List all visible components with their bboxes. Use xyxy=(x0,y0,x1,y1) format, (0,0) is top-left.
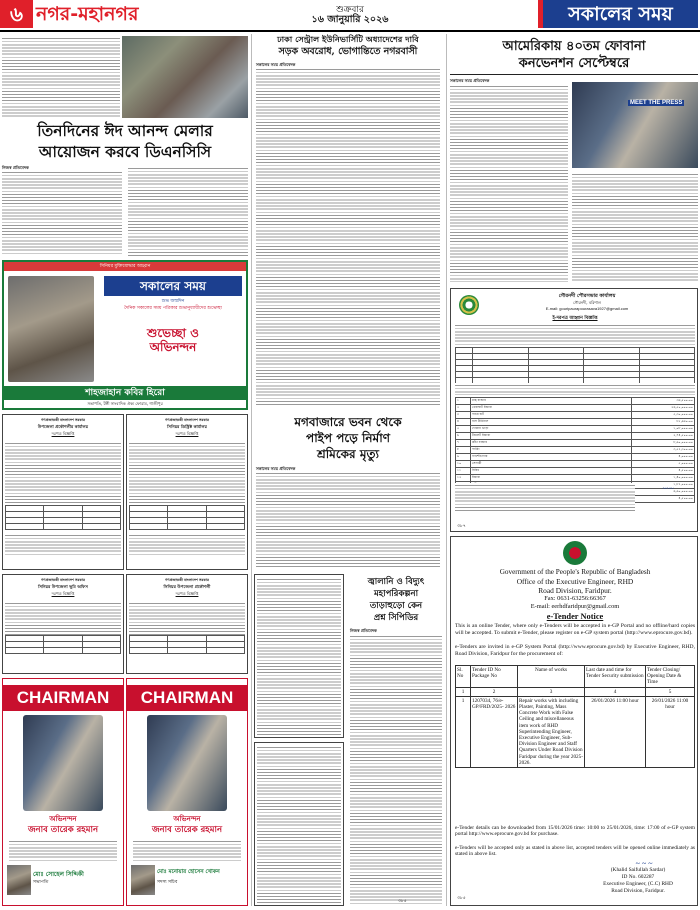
honoree-photo xyxy=(23,715,103,811)
table-cell: 26/01/2026 11:00 hour xyxy=(585,696,646,767)
table-cell: দোকান ভাড়া xyxy=(471,426,632,433)
tender-notice xyxy=(254,742,344,906)
table-cell: ৩,৫২,৩০০.০০ xyxy=(632,447,695,454)
article-text-block xyxy=(256,67,440,407)
page-number-badge: ৬ xyxy=(0,0,33,28)
signer-title: Executive Engineer, (C.C) RHD xyxy=(603,881,673,887)
sender-role: সদস্য সচিব xyxy=(157,880,178,885)
ad-text xyxy=(133,839,241,861)
ad-greeting: অভিনন্দন xyxy=(49,815,77,823)
notice-email: E-mail: eerhdfaridpur@gmail.com xyxy=(530,603,620,610)
notice-org: গণপ্রজাতন্ত্রী বাংলাদেশ সরকার xyxy=(165,578,209,582)
article-text-block xyxy=(450,84,568,282)
notice-table xyxy=(5,635,121,654)
column-divider xyxy=(251,34,252,906)
sender-photo xyxy=(131,865,155,895)
notice-address: Road Division, Faridpur. xyxy=(538,586,612,595)
municipal-tender-notice xyxy=(450,288,698,532)
notice-heading: ই-দরপত্র আহ্বান বিজ্ঞপ্তি xyxy=(552,316,598,321)
chairman-ad xyxy=(126,678,248,906)
headline-line: জ্বালানি ও বিদ্যুৎ xyxy=(367,577,425,587)
table-cell: পশুর হাট xyxy=(471,412,632,419)
press-photo xyxy=(572,82,698,168)
headline-line: প্রশ্ন সিপিডির xyxy=(373,613,419,623)
table-cell: ৫ xyxy=(456,426,471,433)
signature: ~ ~ ~ xyxy=(635,859,653,868)
table-row xyxy=(456,433,695,440)
bangladesh-emblem xyxy=(563,541,587,565)
portrait-photo xyxy=(8,276,94,382)
headline-line: শ্রমিকের মৃত্যু xyxy=(317,447,379,461)
table-cell: ৬ xyxy=(456,433,471,440)
eid-fair-headline xyxy=(2,120,248,162)
table-cell: পার্কিং xyxy=(471,447,632,454)
table-cell: ৩ xyxy=(456,412,471,419)
table-row xyxy=(456,412,695,419)
table-cell: ১১ xyxy=(456,468,471,475)
byline: নিজস্ব প্রতিবেদক xyxy=(350,628,377,633)
table-cell: ৭ xyxy=(456,440,471,447)
notice-office: সিনিয়র ডিস্ট্রিক্ট কার্যালয় xyxy=(167,424,207,429)
ad-top-note: সিনিয়র মুক্তিযোদ্ধার আহ্বান xyxy=(4,262,246,271)
table-header: Tender Closing/ Opening Date & Time xyxy=(646,666,695,688)
ad-name-bar: শাহজাহান কবির হিরো xyxy=(4,386,246,400)
table-cell: ৮,৯০,০০০.০০ xyxy=(632,440,695,447)
notice-code: ৩৮৫ xyxy=(457,896,466,901)
table-cell: বিবিধ xyxy=(471,468,632,475)
table-cell: ইজারা xyxy=(471,475,632,482)
notice-text xyxy=(455,483,635,513)
greeting-line: অভিনন্দন xyxy=(149,340,197,354)
table-cell: 2 xyxy=(471,687,518,696)
ad-designation: সভাপতি, টঙ্গী সাংবাদিক ঐক্য ফোরাম, গাজীপুর xyxy=(87,401,163,406)
signer-office: Road Division, Faridpur. xyxy=(611,888,665,894)
byline: সকালের সময় প্রতিবেদক xyxy=(256,62,296,67)
notice-org: গণপ্রজাতন্ত্রী বাংলাদেশ সরকার xyxy=(41,418,85,422)
table-cell: ৪,০০০.০০ xyxy=(632,454,695,461)
honoree-name: জনাব তারেক রহমান xyxy=(27,825,99,835)
notice-title: e-Tender Notice xyxy=(546,612,604,621)
notice-text xyxy=(5,533,121,557)
table-cell: Repair works with including Plaster, Painting, Mass Concrete Work with False Ceiling and miscellaneous item work of RHD Superintending Engineer, Executive Engineer, Sub-Division Engineer and Staff Quarters Under Road Division Faridpur during the year 2025-2026. xyxy=(519,697,583,766)
table-cell: 5 xyxy=(646,687,695,696)
ad-greeting: অভিনন্দন xyxy=(173,815,201,823)
notice-table xyxy=(5,505,121,530)
article-text-block xyxy=(2,170,122,256)
table-cell: ১,০৮,০০০.০০ xyxy=(632,426,695,433)
press-banner-text: MEET THE PRESS xyxy=(630,100,683,106)
ad-greeting xyxy=(104,326,242,354)
notice-office: সিনিয়র উপজেলা ভূমি অফিস xyxy=(38,584,88,589)
greeting-line: শুভেচ্ছা ও xyxy=(147,326,199,340)
article-text-block xyxy=(350,634,442,906)
sender-role: সভাপতি xyxy=(33,880,49,885)
headline-line: তিনদিনের ঈদ আনন্দ মেলার xyxy=(37,121,213,140)
table-header: Last date and time for Tender Security submission xyxy=(585,666,646,688)
notice-footnote: e-Tender details can be downloaded from 15/01/2026 time: 10:00 to 25/01/2026, time: 17:00 of e-GP system portal http://www.eprocure.gov.bd for purchase. xyxy=(455,825,695,838)
table-cell: বাস টার্মিনাল xyxy=(471,419,632,426)
headline-line: সড়ক অবরোধ, ভোগান্তিতে নগরবাসী xyxy=(278,46,418,57)
article-text-block xyxy=(128,166,248,256)
sender-photo xyxy=(7,865,31,895)
tender-notice xyxy=(126,414,248,570)
table-cell: মাছ বাজার xyxy=(471,398,632,405)
schedule-table xyxy=(455,347,695,384)
notice-org: গণপ্রজাতন্ত্রী বাংলাদেশ সরকার xyxy=(165,418,209,422)
table-cell: ১,৮২,০০০.০০ xyxy=(632,482,695,489)
headline-line: মহাপরিকল্পনা xyxy=(373,589,419,599)
table-row xyxy=(456,419,695,426)
byline: নিজস্ব প্রতিবেদক xyxy=(2,165,29,170)
table-row xyxy=(456,398,695,405)
table-row xyxy=(456,454,695,461)
honoree-photo xyxy=(147,715,227,811)
byline: সকালের সময় প্রতিবেদক xyxy=(256,466,296,471)
mogbazar-headline xyxy=(254,414,442,462)
signer-id: ID No. 602287 xyxy=(621,874,655,880)
headline-line: মগবাজারে ভবন থেকে xyxy=(294,415,402,429)
notice-text xyxy=(455,323,695,345)
notice-office: উপজেলা প্রকৌশলীর কার্যালয় xyxy=(37,424,89,429)
notice-office: গৌরনদী পৌরসভার কার্যালয় xyxy=(558,293,616,299)
notice-fax: Fax: 0631-63256:66367 xyxy=(544,595,606,602)
notice-text xyxy=(5,441,121,505)
table-cell: ৮৫,৯৬০.০০ xyxy=(632,419,695,426)
ad-tagline: শুভ জন্মদিন xyxy=(161,299,185,304)
table-row xyxy=(456,468,695,475)
table-cell: কাঁচা বাজার xyxy=(471,440,632,447)
headline-line: আয়োজন করবে ডিএনসিসি xyxy=(38,142,212,161)
notice-heading: দরপত্র বিজ্ঞপ্তি xyxy=(175,431,199,436)
article-text-block xyxy=(572,172,698,282)
ad-text xyxy=(9,839,117,861)
notice-heading: দরপত্র বিজ্ঞপ্তি xyxy=(175,591,199,596)
table-row xyxy=(456,447,695,454)
notice-text xyxy=(455,383,695,395)
table-cell: 4 xyxy=(585,687,646,696)
power-story-headline xyxy=(348,576,444,624)
table-header: Sl. No xyxy=(456,666,471,688)
table-row xyxy=(456,475,695,482)
notice-email: E-mail: gouripaurapourasava1927@gmail.com xyxy=(545,306,629,311)
issue-day: শুক্রবার xyxy=(336,5,364,15)
table-row xyxy=(456,440,695,447)
table-cell: 1207034, 76/e-GP/FRD/2025- 2026 xyxy=(471,696,518,767)
chairman-banner: CHAIRMAN xyxy=(127,685,247,711)
table-cell: ৫,৩০,০০০.০০ xyxy=(632,412,695,419)
table-cell: গণশৌচাগার xyxy=(471,454,632,461)
table-cell: 1 xyxy=(456,687,471,696)
table-header-row xyxy=(456,666,695,688)
table-cell: ৪,৫০০.০০ xyxy=(632,496,695,503)
table-cell: ১০ xyxy=(456,461,471,468)
table-row xyxy=(456,426,695,433)
table-cell: ৩৬,৫০০.০০ xyxy=(632,398,695,405)
table-cell: ৯ xyxy=(456,454,471,461)
table-cell: ১ xyxy=(456,398,471,405)
notice-office: Office of the Executive Engineer, RHD xyxy=(516,577,634,586)
notice-intro: e-Tenders are invited in e-GP System Portal (http://www.eprocure.gov.bd) by Executive Engineer, RHD, Road Division, Faridpur for the procurement of: xyxy=(455,644,695,657)
rhd-etender-notice xyxy=(450,536,698,906)
table-cell: ৪ xyxy=(456,419,471,426)
notice-code: ৩৮৭ xyxy=(457,524,466,529)
table-row xyxy=(456,461,695,468)
table-cell: ৫,০০০.০০ xyxy=(632,461,695,468)
table-cell: ২,৭৪,৫০০.০০ xyxy=(632,433,695,440)
table-row xyxy=(456,696,695,767)
headline-line: তাড়াহুড়ো কেন xyxy=(369,601,423,611)
notice-table xyxy=(129,635,245,654)
table-cell: ৪,৫০০.০০ xyxy=(632,468,695,475)
table-cell: 26/01/2026 11:00 hour xyxy=(646,696,695,767)
notice-text xyxy=(129,441,245,505)
tender-notice xyxy=(254,574,344,738)
notice-code: ৩৮৫ xyxy=(398,899,407,904)
table-cell: ২৬,৫০,০০০.০০ xyxy=(632,405,695,412)
tender-notice xyxy=(2,574,124,674)
sender-name: মোঃ মনোয়ার হোসেন খোকন xyxy=(157,869,220,875)
table-cell: ১২ xyxy=(456,475,471,482)
headline-line: কনভেনশন সেপ্টেম্বরে xyxy=(518,56,630,71)
signature: ~~~ xyxy=(662,485,674,493)
ad-logo: সকালের সময় xyxy=(104,276,242,296)
dhaka-story-headline xyxy=(254,34,442,58)
table-cell: সেলামী xyxy=(471,461,632,468)
chairman-banner: CHAIRMAN xyxy=(3,685,123,711)
headline-line: আমেরিকায় ৪০তম ফোবানা xyxy=(502,39,646,54)
table-header: Name of works xyxy=(518,666,585,688)
table-cell: টয়লেট ইজারা xyxy=(471,433,632,440)
notice-heading: দরপত্র বিজ্ঞপ্তি xyxy=(51,431,75,436)
table-header: Tender ID No Package No xyxy=(471,666,518,688)
notice-text xyxy=(257,745,341,905)
article-text-block xyxy=(2,36,120,118)
table-cell: ৮ xyxy=(456,447,471,454)
table-number-row xyxy=(456,687,695,696)
section-title: নগর-মহানগর xyxy=(36,3,139,25)
greeting-ad xyxy=(2,260,248,410)
notice-intro: This is an online Tender, where only e-Tenders will be accepted in e-GP Portal and no offline/hard copies will be accepted. To submit e-Tender, please register on e-GP system portal (http://www.eprocure.gov.bd). xyxy=(455,623,695,636)
news-photo xyxy=(122,36,248,118)
ad-body: দৈনিক সকালের সময় পত্রিকার শুভানুধ্যায়ীদের শুভেচ্ছা xyxy=(124,306,222,311)
issue-date: ১৬ জানুয়ারি ২০২৬ xyxy=(311,14,389,25)
masthead xyxy=(0,0,700,32)
signer-name: (Khalid Saifullah Sardar) xyxy=(610,867,666,873)
masthead-rule xyxy=(0,30,700,32)
byline: সকালের সময় প্রতিবেদক xyxy=(450,78,490,83)
table-cell: খেয়াঘাট ইজারা xyxy=(471,405,632,412)
headline-line: পাইপ পড়ে নির্মাণ xyxy=(306,431,390,445)
chairman-ad xyxy=(2,678,124,906)
notice-org: গণপ্রজাতন্ত্রী বাংলাদেশ সরকার xyxy=(41,578,85,582)
tender-notice xyxy=(126,574,248,674)
masthead-logo: সকালের সময় xyxy=(538,0,698,28)
etender-table xyxy=(455,665,695,768)
table-row xyxy=(456,405,695,412)
table-cell: ১,৪০,০০০.০০ xyxy=(632,475,695,482)
table-cell: 3 xyxy=(518,687,585,696)
sender-name: মোঃ সোহেল সিদ্দিকী xyxy=(33,871,84,878)
notice-table xyxy=(129,505,245,530)
notice-text xyxy=(5,601,121,635)
notice-office: সিনিয়র উপজেলা প্রকৌশলী xyxy=(163,584,211,589)
honoree-name: জনাব তারেক রহমান xyxy=(151,825,223,835)
fobana-headline xyxy=(450,38,698,75)
column-divider xyxy=(446,34,447,906)
notice-heading: দরপত্র বিজ্ঞপ্তি xyxy=(51,591,75,596)
municipal-logo xyxy=(459,295,479,315)
notice-district: গৌরনদী, বরিশাল xyxy=(573,300,601,305)
table-cell: 1 xyxy=(456,696,471,767)
notice-gov: Government of the People's Republic of Bangladesh xyxy=(499,568,651,576)
table-cell: ২ xyxy=(456,405,471,412)
tender-notice xyxy=(2,414,124,570)
notice-text xyxy=(257,577,341,737)
notice-footnote: e-Tenders will be accepted only as stated in above list, accepted tenders will be opened online immediately as stated in above list. xyxy=(455,845,695,858)
headline-line: ঢাকা সেন্ট্রাল ইউনিভার্সিটি অধ্যাদেশের দাবি xyxy=(277,34,419,44)
notice-text xyxy=(129,601,245,635)
notice-text xyxy=(129,533,245,557)
article-text-block xyxy=(256,471,440,569)
table-cell: ৬,৯০,০০০.০০ xyxy=(632,489,695,496)
